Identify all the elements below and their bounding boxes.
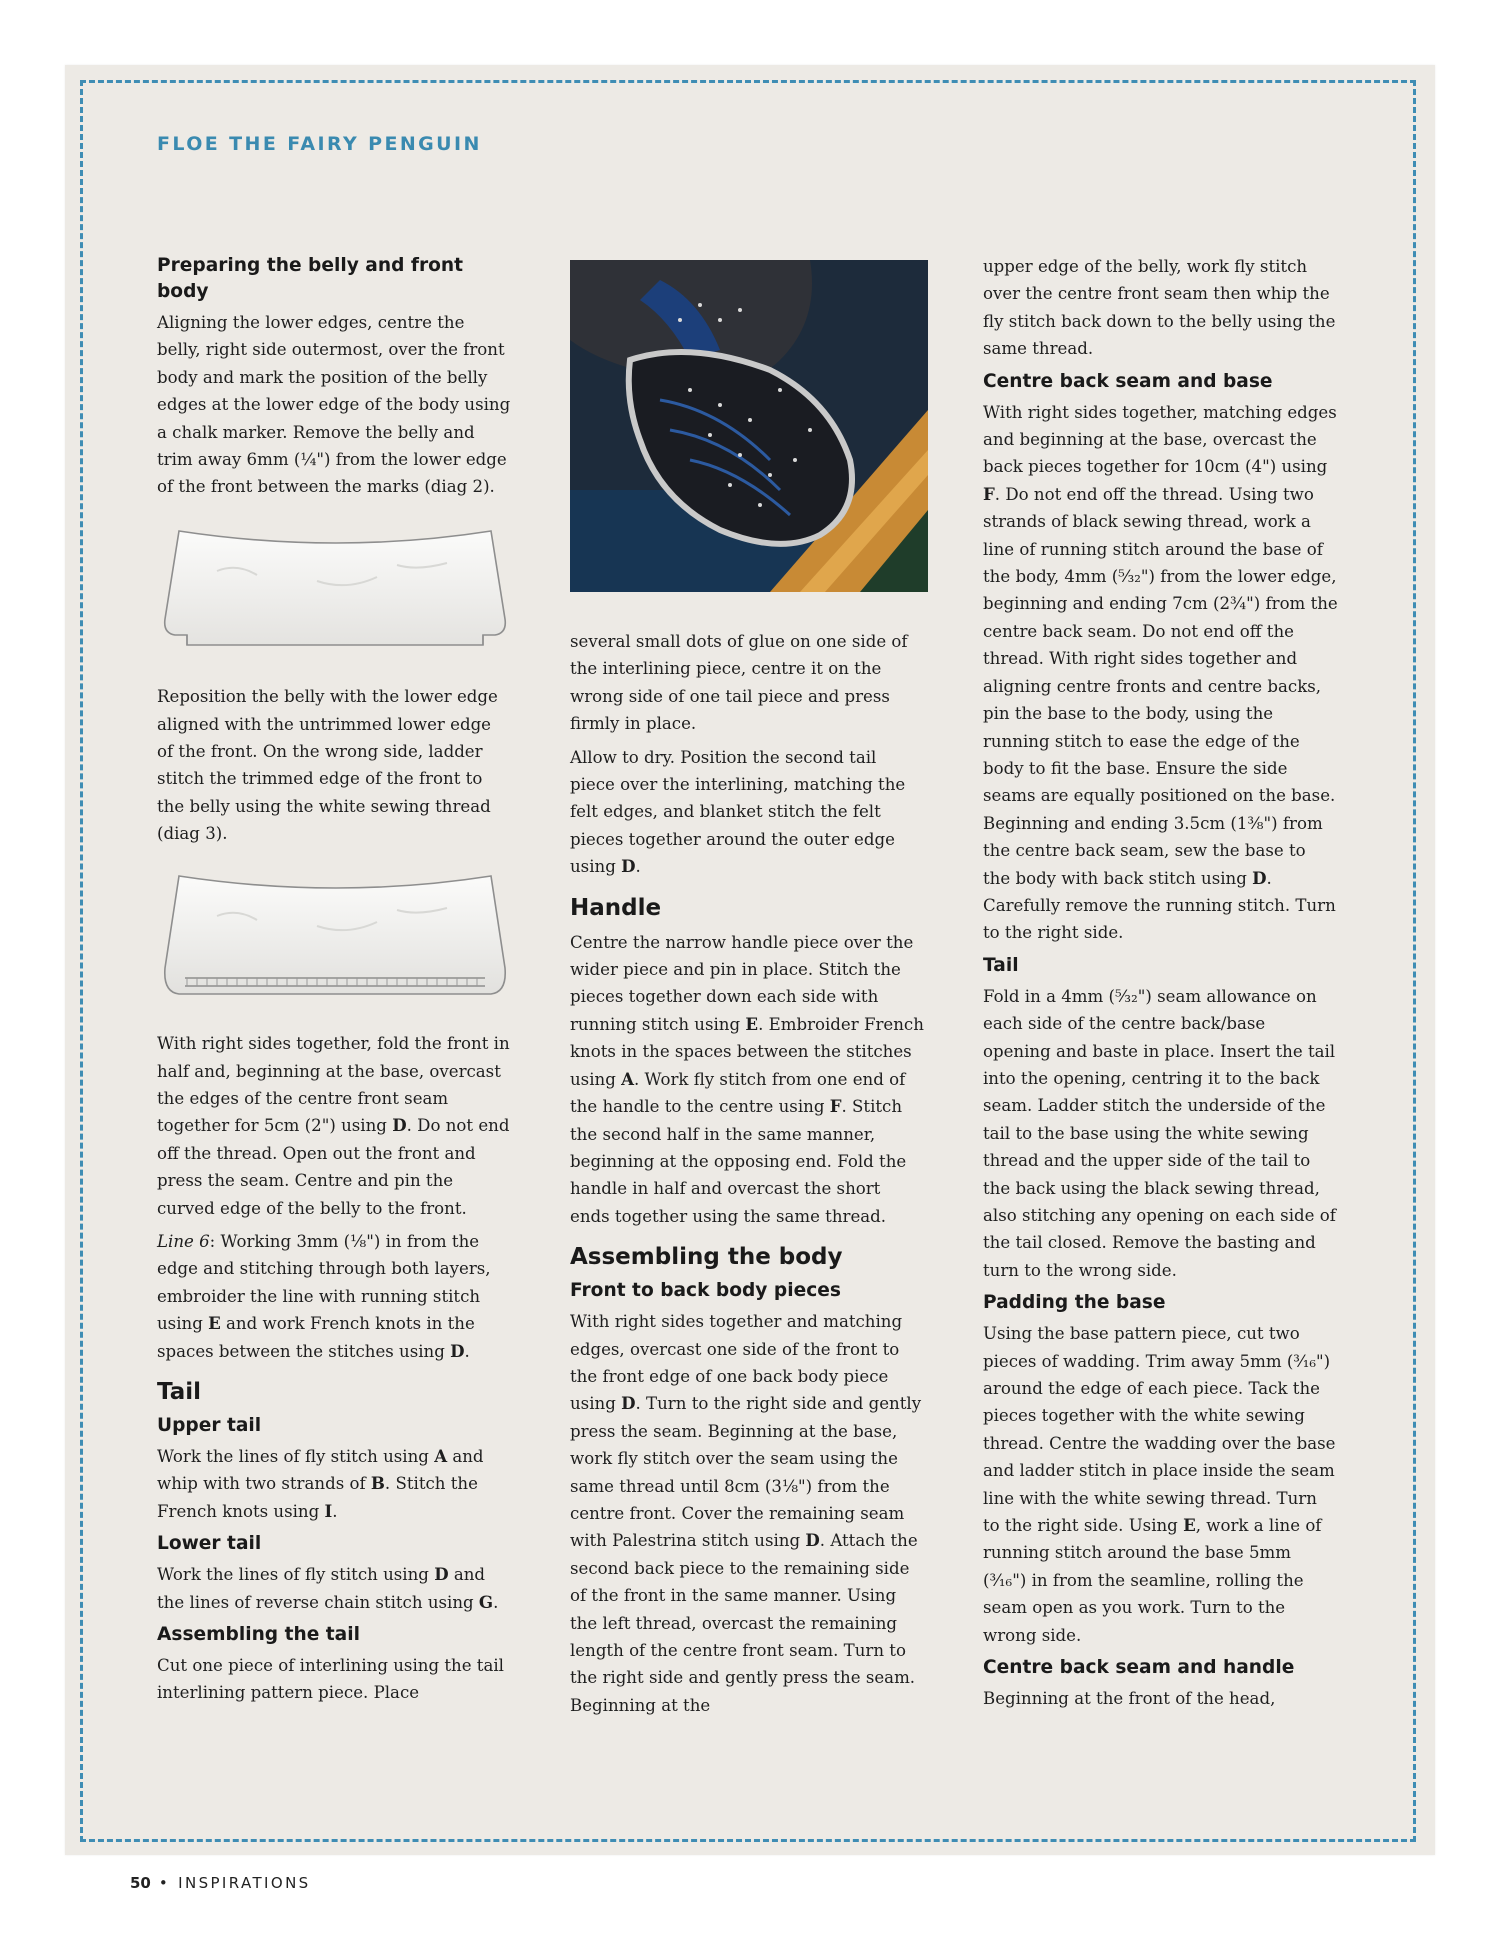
- heading-handle: Handle: [570, 894, 662, 921]
- paragraph-front-back: With right sides together and matching edges, overcast one side of the front to the front edge of one back body piece using D. Turn to the right side and gently press the seam. Beginning at the base, work fly stitch over the seam using the same thread until 8cm (3⅛") from the centre front. Cover the remaining seam with Palestrina stitch using D. Attach the second back piece to the remaining side of the front in the same manner. Using the left thread, overcast the remaining length of the centre front seam. Turn to the right side and gently press the seam. Beginning at the: [570, 1312, 922, 1715]
- page-footer: [130, 1874, 311, 1892]
- paragraph-dry: Allow to dry. Position the second tail piece over the interlining, matching the felt edges, and blanket stitch the felt pieces together around the outer edge using D.: [570, 747, 906, 877]
- paragraph-tail-col3: Fold in a 4mm (⁵⁄₃₂") seam allowance on each side of the centre back/base opening and baste in place. Insert the tail into the opening, centring it to the back seam. Ladder stitch the underside of the tail to the base using the white sewing thread and the upper side of the tail to the back using the black sewing thread, also stitching any opening on each side of the tail closed. Remove the basting and turn to the wrong side.: [983, 986, 1336, 1280]
- heading-centre-back-handle: Centre back seam and handle: [983, 1657, 1295, 1679]
- paragraph-reposition: Reposition the belly with the lower edge aligned with the untrimmed lower edge of the front. On the wrong side, ladder stitch the trimmed edge of the front to the belly using the white sewing thread (diag 3).: [157, 687, 498, 844]
- paragraph-fold-front: With right sides together, fold the front in half and, beginning at the base, overcast the edges of the centre front seam together for 5cm (2") using D. Do not end off the thread. Open out the front and press the seam. Centre and pin the curved edge of the belly to the front.: [157, 1034, 510, 1218]
- heading-assembling-body: Assembling the body: [570, 1244, 843, 1271]
- heading-tail-col3: Tail: [983, 954, 1019, 976]
- heading-padding-base: Padding the base: [983, 1292, 1166, 1314]
- diagram-2-trimmed-front: [157, 521, 512, 651]
- paragraph-centre-back-base: With right sides together, matching edges and beginning at the base, overcast the back pieces together for 10cm (4") using F. Do not end off the thread. Using two strands of black sewing thread, work a line of running stitch around the base of the body, 4mm (⁵⁄₃₂") from the lower edge, beginning and ending 7cm (2¾") from the centre back seam. Do not end off the thread. With right sides together and aligning centre fronts and centre backs, pin the base to the body, using the running stitch to ease the edge of the body to fit the base. Ensure the side seams are equally positioned on the base. Beginning and ending 3.5cm (1⅜") from the centre back seam, sew the base to the body with back stitch using D. Carefully remove the running stitch. Turn to the right side.: [983, 402, 1338, 943]
- column-3: [983, 253, 1338, 1719]
- heading-lower-tail: Lower tail: [157, 1533, 262, 1555]
- heading-preparing-belly: Preparing the belly and front body: [157, 255, 464, 302]
- heading-front-back: Front to back body pieces: [570, 1280, 841, 1302]
- paragraph-upper-tail: Work the lines of fly stitch using A and whip with two strands of B. Stitch the French knots using I.: [157, 1445, 484, 1521]
- penguin-tail-photo: [570, 260, 928, 592]
- page-number: 50: [130, 1874, 151, 1892]
- column-2: [570, 628, 925, 1725]
- paragraph-lower-tail: Work the lines of fly stitch using D and the lines of reverse chain stitch using G.: [157, 1564, 499, 1612]
- paragraph-padding-base: Using the base pattern piece, cut two pieces of wadding. Trim away 5mm (³⁄₁₆") around the edge of each piece. Tack the pieces together with the white sewing thread. Centre the wadding over the base and ladder stitch in place inside the seam line with the white sewing thread. Turn to the right side. Using E, work a line of running stitch around the base 5mm (³⁄₁₆") in from the seamline, rolling the seam open as you work. Turn to the wrong side.: [983, 1324, 1336, 1645]
- section-name: INSPIRATIONS: [178, 1874, 311, 1892]
- paragraph-line6: Line 6: Working 3mm (⅛") in from the edge and stitching through both layers, embroider the line with running stitch using E and work French knots in the spaces between the stitches using D.: [157, 1231, 491, 1361]
- paragraph-handle: Centre the narrow handle piece over the wider piece and pin in place. Stitch the pieces together down each side with running stitch using E. Embroider French knots in the spaces between the stitches using A. Work fly stitch from one end of the handle to the centre using F. Stitch the second half in the same manner, beginning at the opposing end. Fold the handle in half and overcast the short ends together using the same thread.: [570, 932, 924, 1226]
- diagram-3-ladder-stitch: [157, 868, 512, 998]
- heading-centre-back-base: Centre back seam and base: [983, 370, 1273, 392]
- paragraph-prep: Aligning the lower edges, centre the belly, right side outermost, over the front body and mark the position of the belly edges at the lower edge of the body using a chalk marker. Remove the belly and trim away 6mm (¼") from the lower edge of the front between the marks (diag 2).: [157, 313, 511, 497]
- heading-assembling-tail: Assembling the tail: [157, 1624, 360, 1645]
- paragraph-assembling-tail: Cut one piece of interlining using the tail interlining pattern piece. Place: [157, 1656, 504, 1703]
- column-1: [157, 253, 512, 1713]
- heading-upper-tail: Upper tail: [157, 1414, 262, 1436]
- paragraph-last: Beginning at the front of the head,: [983, 1689, 1276, 1709]
- paragraph-upper-edge: upper edge of the belly, work fly stitch over the centre front seam then whip the fly stitch back down to the belly using the same thread.: [983, 257, 1336, 359]
- heading-tail: Tail: [157, 1378, 202, 1405]
- photo-illustration: [570, 260, 928, 592]
- page-title: FLOE THE FAIRY PENGUIN: [157, 133, 482, 155]
- footer-separator: •: [158, 1874, 171, 1892]
- paragraph-glue: several small dots of glue on one side of the interlining piece, centre it on the wrong side of one tail piece and press firmly in place.: [570, 632, 908, 734]
